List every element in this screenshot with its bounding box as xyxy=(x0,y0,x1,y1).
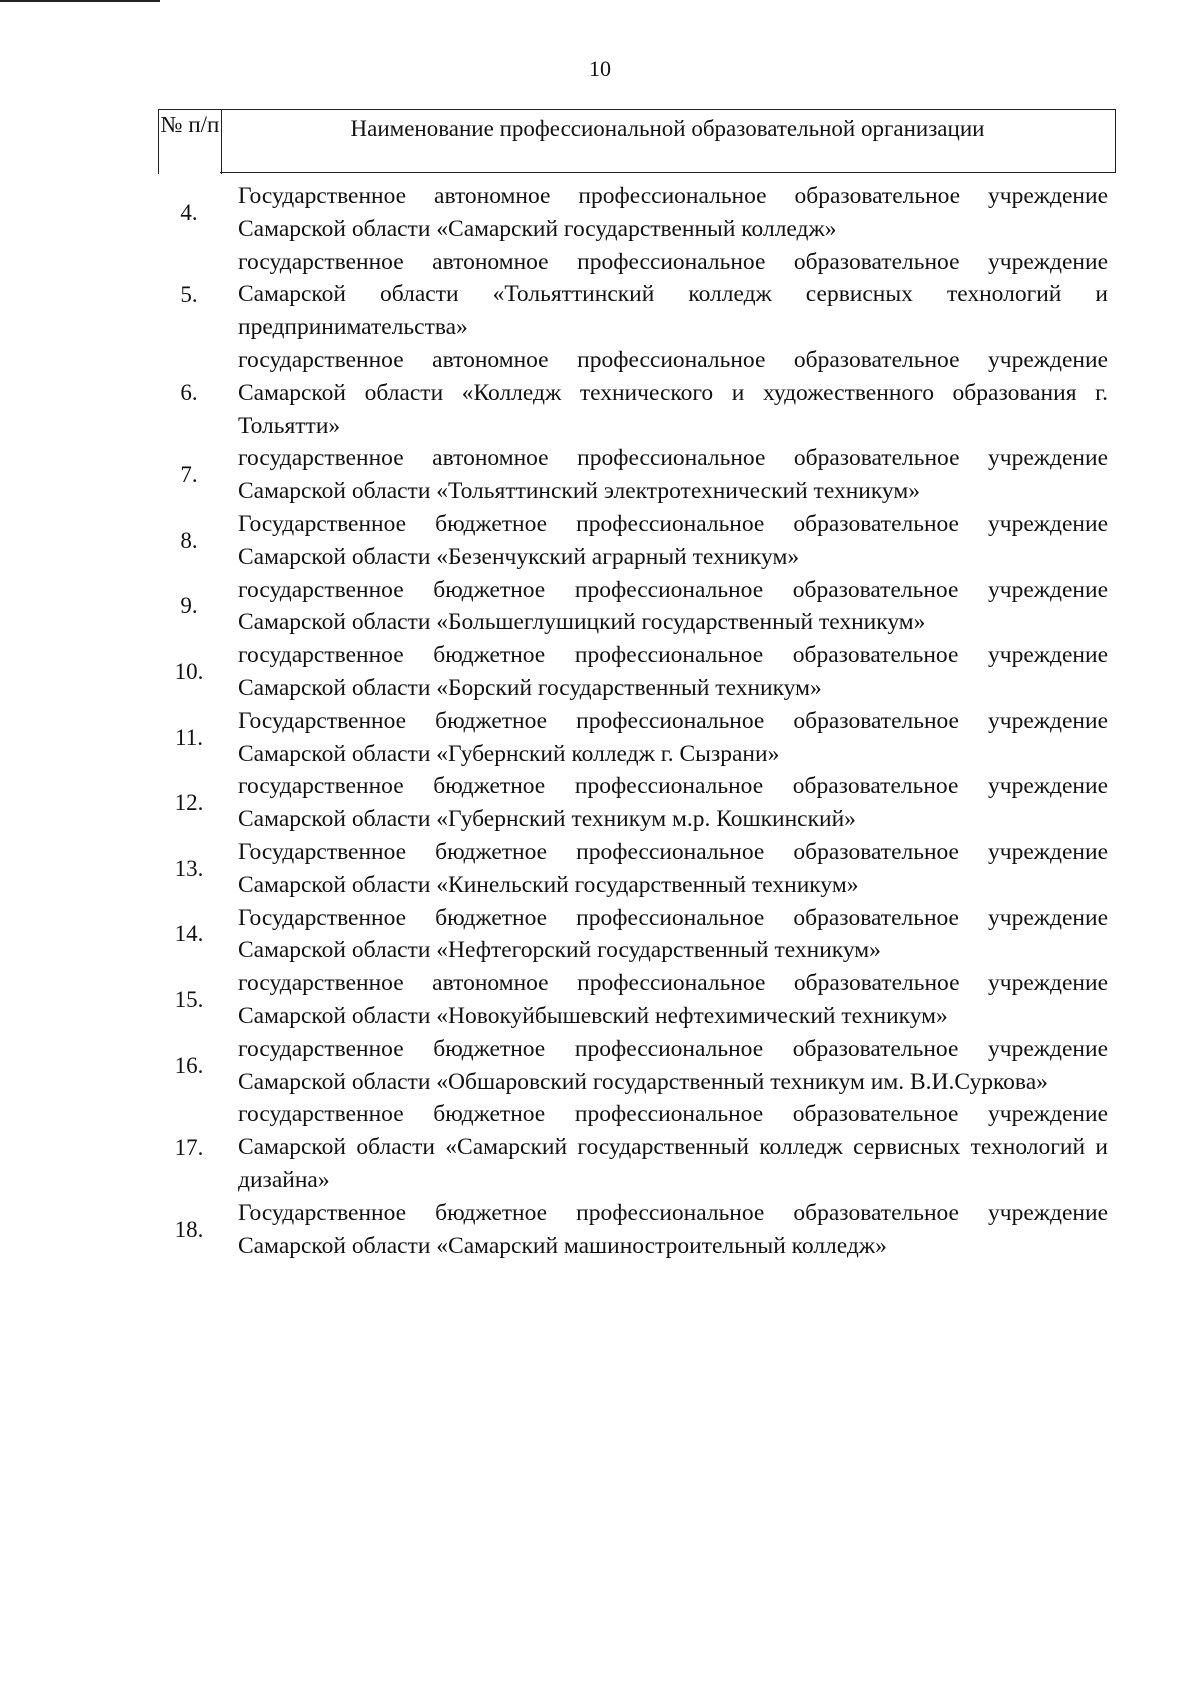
table-header xyxy=(158,109,1116,175)
table-row xyxy=(158,705,1116,771)
organization-name: государственное автономное профессиональное образовательное учреждение Самарской области «Новокуйбышевский нефтехимический техникум» xyxy=(238,970,1108,1029)
organization-name: Государственное бюджетное профессиональное образовательное учреждение Самарской области «Губернский колледж г. Сызрани» xyxy=(238,707,1108,767)
row-number: 15. xyxy=(174,986,204,1012)
organization-name: государственное бюджетное профессиональное образовательное учреждение Самарской области «Губернский техникум м.р. Кошкинский» xyxy=(238,773,1108,833)
row-number: 4. xyxy=(180,199,198,225)
table-row xyxy=(158,1098,1116,1196)
table-row xyxy=(158,180,1116,246)
organization-name: Государственное автономное профессиональное образовательное учреждение Самарской области «Самарский государственный колледж» xyxy=(238,183,1108,242)
row-number: 18. xyxy=(174,1216,204,1242)
organization-name: государственное бюджетное профессиональное образовательное учреждение Самарской области «Борский государственный техникум» xyxy=(238,642,1108,701)
row-number: 11. xyxy=(175,724,203,750)
row-number: 12. xyxy=(174,790,204,816)
table-row xyxy=(158,836,1116,902)
organization-name: Государственное бюджетное профессиональное образовательное учреждение Самарской области «Самарский машиностроительный колледж» xyxy=(238,1199,1108,1259)
organization-name: государственное автономное профессиональное образовательное учреждение Самарской области «Тольяттинский колледж сервисных технологий и предпринимательства» xyxy=(238,248,1108,341)
row-number: 17. xyxy=(174,1134,204,1160)
row-number: 6. xyxy=(180,380,198,406)
row-number: 13. xyxy=(174,855,204,881)
table-row xyxy=(158,246,1116,344)
organization-name: государственное бюджетное профессиональное образовательное учреждение Самарской области «Обшаровский государственный техникум им. В.И.Суркова» xyxy=(238,1035,1108,1095)
organization-list xyxy=(158,180,1116,1262)
organization-name: Государственное бюджетное профессиональное образовательное учреждение Самарской области «Кинельский государственный техникум» xyxy=(238,838,1108,898)
organization-name: Государственное бюджетное профессиональное образовательное учреждение Самарской области «Нефтегорский государственный техникум» xyxy=(238,904,1108,964)
table-row xyxy=(158,902,1116,968)
table-row xyxy=(158,442,1116,508)
organization-name: государственное автономное профессиональное образовательное учреждение Самарской области «Тольяттинский электротехнический техникум» xyxy=(238,445,1108,505)
organization-name: государственное бюджетное профессиональное образовательное учреждение Самарской области «Самарский государственный колледж сервисных технологий и дизайна» xyxy=(238,1101,1108,1193)
organization-name: государственное автономное профессиональное образовательное учреждение Самарской области «Колледж технического и художественного образования г. Тольятти» xyxy=(238,346,1108,439)
row-number: 5. xyxy=(180,281,198,307)
table-row xyxy=(158,1197,1116,1263)
organization-name: Государственное бюджетное профессиональное образовательное учреждение Самарской области «Безенчукский аграрный техникум» xyxy=(238,510,1108,570)
organization-name: государственное бюджетное профессиональное образовательное учреждение Самарской области «Большеглушицкий государственный техникум» xyxy=(238,576,1108,636)
table-row xyxy=(158,1033,1116,1099)
table-row xyxy=(158,574,1116,640)
table-row xyxy=(158,344,1116,442)
top-border-rule xyxy=(0,0,160,2)
table-row xyxy=(158,770,1116,836)
row-number: 16. xyxy=(174,1052,204,1078)
row-number: 10. xyxy=(174,658,204,684)
header-name-cell: Наименование профессиональной образовательной организации xyxy=(220,109,1116,173)
table-row xyxy=(158,967,1116,1033)
table-row xyxy=(158,639,1116,705)
table-row xyxy=(158,508,1116,574)
row-number: 9. xyxy=(180,593,198,619)
row-number: 14. xyxy=(174,921,204,947)
row-number: 8. xyxy=(180,527,198,553)
row-number: 7. xyxy=(180,462,198,488)
header-number-cell: № п/п xyxy=(158,109,222,174)
page-number: 10 xyxy=(589,56,611,81)
